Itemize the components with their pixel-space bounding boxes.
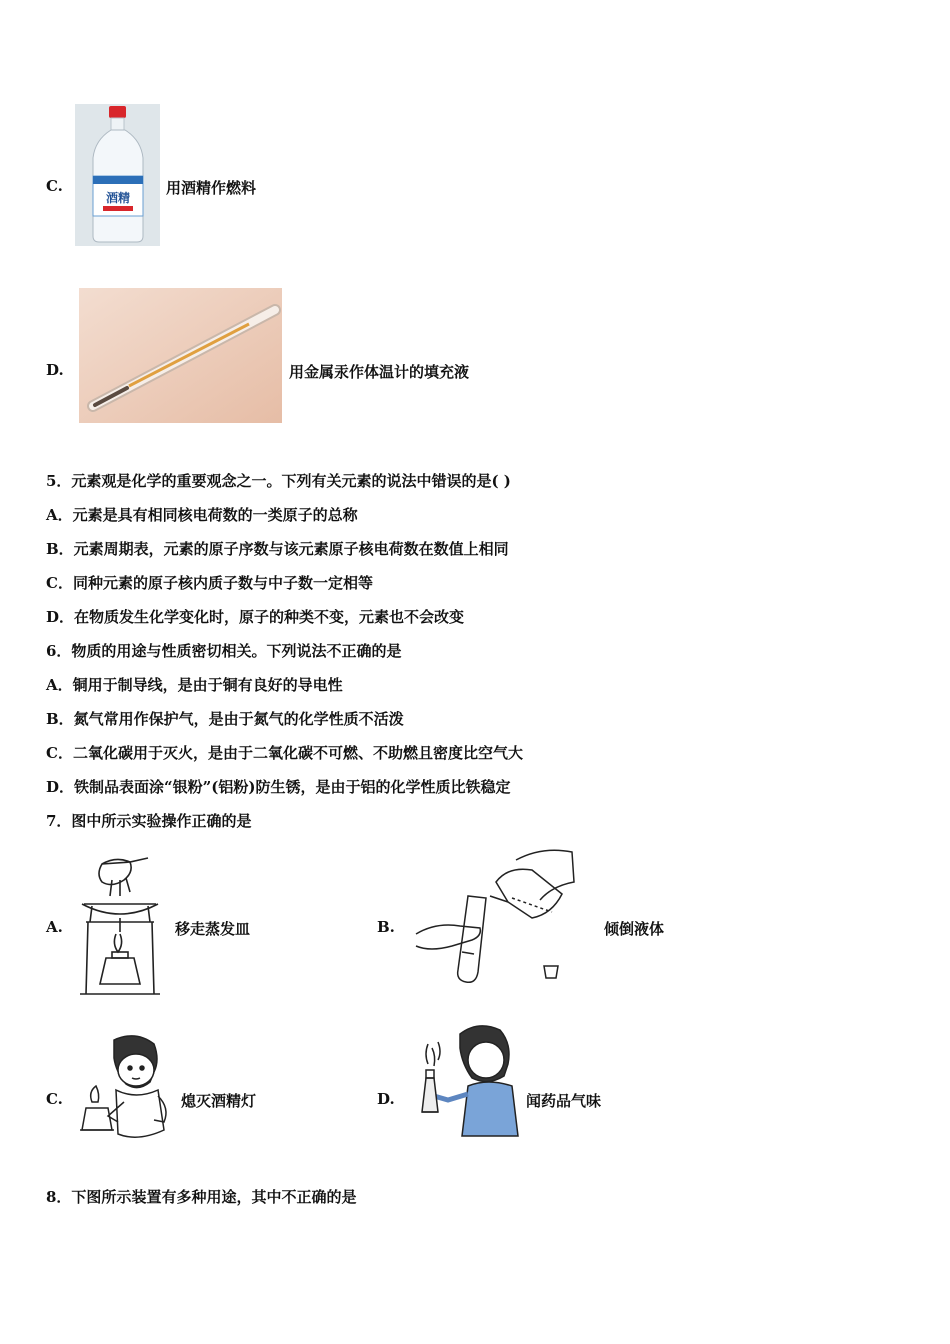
q7-option-text-d: 闻药品气味: [526, 1092, 602, 1110]
q6-option-d: D．铁制品表面涂“银粉”(铝粉)防生锈，是由于铝的化学性质比铁稳定: [46, 778, 511, 796]
q8-stem: 8．下图所示装置有多种用途，其中不正确的是: [46, 1188, 357, 1206]
q7-stem: 7．图中所示实验操作正确的是: [46, 812, 252, 830]
q6-option-b: B．氮气常用作保护气，是由于氮气的化学性质不活泼: [46, 710, 404, 728]
q6-option-c: C．二氧化碳用于灭火，是由于二氧化碳不可燃、不助燃且密度比空气大: [46, 744, 523, 762]
q7-option-letter-d: D.: [377, 1090, 395, 1108]
option-text-d: 用金属汞作体温计的填充液: [289, 363, 470, 381]
smell-chemical-image: [408, 1020, 520, 1138]
option-letter-d: D.: [46, 361, 64, 379]
alcohol-lamp-image: [78, 1030, 178, 1146]
q7-option-text-c: 熄灭酒精灯: [181, 1092, 257, 1110]
bottle-label-text: 酒精: [105, 191, 131, 205]
q7-option-text-a: 移走蒸发皿: [175, 920, 251, 938]
q5-option-c: C．同种元素的原子核内质子数与中子数一定相等: [46, 574, 373, 592]
thermometer-image: [79, 288, 282, 423]
q5-option-d: D．在物质发生化学变化时，原子的种类不变，元素也不会改变: [46, 608, 465, 626]
q7-option-letter-a: A.: [46, 918, 63, 936]
q6-stem: 6．物质的用途与性质密切相关。下列说法不正确的是: [46, 642, 402, 660]
q6-option-a: A．铜用于制导线，是由于铜有良好的导电性: [46, 676, 343, 694]
q7-option-text-b: 倾倒液体: [604, 920, 665, 938]
option-text-c: 用酒精作燃料: [166, 179, 257, 197]
alcohol-bottle-image: [75, 104, 160, 246]
q7-option-letter-b: B.: [377, 918, 395, 936]
q5-option-b: B．元素周期表，元素的原子序数与该元素原子核电荷数在数值上相同: [46, 540, 509, 558]
q5-stem: 5．元素观是化学的重要观念之一。下列有关元素的说法中错误的是( ): [46, 472, 511, 490]
option-letter-c: C.: [46, 177, 63, 195]
q7-option-letter-c: C.: [46, 1090, 63, 1108]
pouring-liquid-image: [412, 842, 580, 992]
evaporating-dish-image: [72, 852, 168, 998]
q5-option-a: A．元素是具有相同核电荷数的一类原子的总称: [46, 506, 358, 524]
